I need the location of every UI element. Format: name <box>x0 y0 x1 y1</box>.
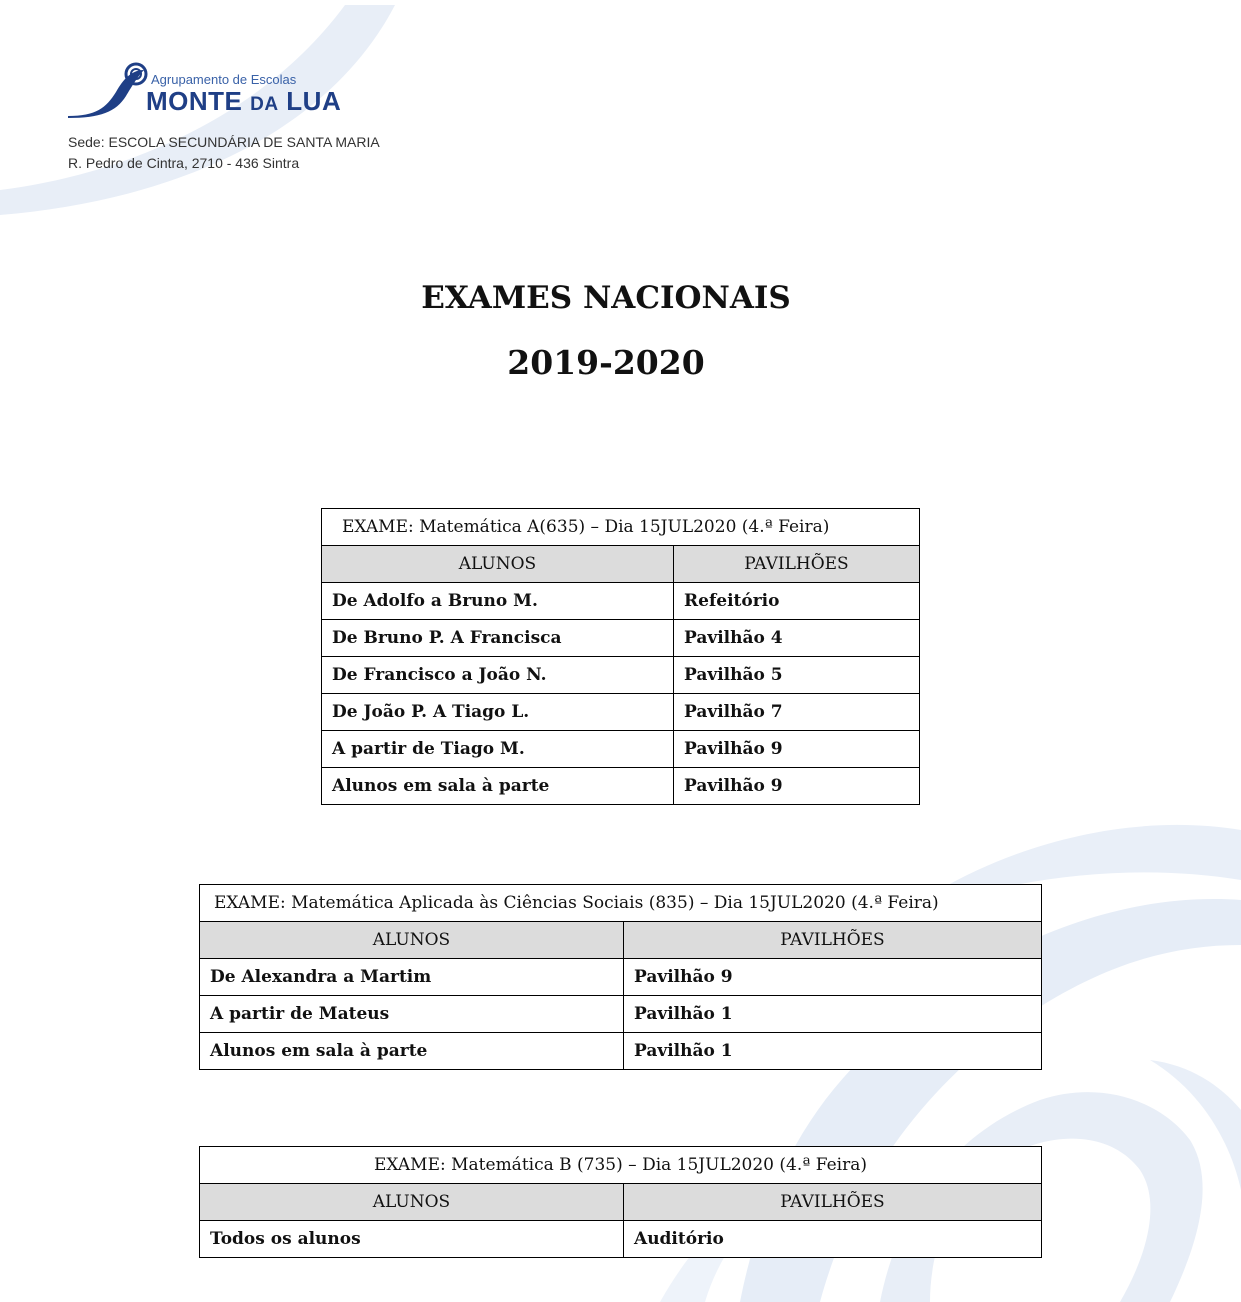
exam-table-matematica-a <box>321 508 920 805</box>
students-cell: Todos os alunos <box>200 1221 624 1258</box>
exam-table-matematica-b <box>199 1146 1042 1258</box>
logo-school-name <box>146 86 341 117</box>
column-header-row <box>200 922 1042 959</box>
exam-table-macs <box>199 884 1042 1070</box>
pavilion-cell: Pavilhão 9 <box>674 731 920 768</box>
logo-name-part-2: DA <box>250 94 279 115</box>
column-header-students: ALUNOS <box>200 1184 624 1221</box>
students-cell: De Francisco a João N. <box>322 657 674 694</box>
table-row <box>322 768 920 805</box>
exam-heading-row <box>200 885 1042 922</box>
pavilion-cell: Refeitório <box>674 583 920 620</box>
pavilion-cell: Pavilhão 7 <box>674 694 920 731</box>
students-cell: Alunos em sala à parte <box>200 1033 624 1070</box>
pavilion-cell: Pavilhão 1 <box>624 996 1042 1033</box>
pavilion-cell: Auditório <box>624 1221 1042 1258</box>
pavilion-cell: Pavilhão 9 <box>624 959 1042 996</box>
table-row <box>322 694 920 731</box>
address-line-1: Sede: ESCOLA SECUNDÁRIA DE SANTA MARIA <box>68 134 380 150</box>
logo-name-part-1: MONTE <box>146 86 251 116</box>
logo-name-part-3: LUA <box>278 86 342 116</box>
exam-heading: EXAME: Matemática B (735) – Dia 15JUL2020 (4.ª Feira) <box>200 1147 1042 1184</box>
logo-subtitle: Agrupamento de Escolas <box>151 72 297 87</box>
pavilion-cell: Pavilhão 9 <box>674 768 920 805</box>
exam-heading-row <box>322 509 920 546</box>
students-cell: De João P. A Tiago L. <box>322 694 674 731</box>
students-cell: Alunos em sala à parte <box>322 768 674 805</box>
column-header-pavilions: PAVILHÕES <box>674 546 920 583</box>
exam-heading-row <box>200 1147 1042 1184</box>
table-row <box>322 731 920 768</box>
column-header-pavilions: PAVILHÕES <box>624 922 1042 959</box>
students-cell: A partir de Mateus <box>200 996 624 1033</box>
column-header-students: ALUNOS <box>200 922 624 959</box>
pavilion-cell: Pavilhão 4 <box>674 620 920 657</box>
table-row <box>200 1033 1042 1070</box>
exam-heading: EXAME: Matemática A(635) – Dia 15JUL2020 (4.ª Feira) <box>322 509 920 546</box>
students-cell: De Bruno P. A Francisca <box>322 620 674 657</box>
letterhead <box>66 62 426 180</box>
table-row <box>200 996 1042 1033</box>
students-cell: De Adolfo a Bruno M. <box>322 583 674 620</box>
students-cell: A partir de Tiago M. <box>322 731 674 768</box>
column-header-students: ALUNOS <box>322 546 674 583</box>
students-cell: De Alexandra a Martim <box>200 959 624 996</box>
page-title: EXAMES NACIONAIS <box>421 280 791 316</box>
table-row <box>322 657 920 694</box>
table-row <box>322 620 920 657</box>
table-row <box>200 959 1042 996</box>
column-header-pavilions: PAVILHÕES <box>624 1184 1042 1221</box>
school-year: 2019-2020 <box>507 343 705 382</box>
pavilion-cell: Pavilhão 1 <box>624 1033 1042 1070</box>
table-row <box>200 1221 1042 1258</box>
exam-heading: EXAME: Matemática Aplicada às Ciências Sociais (835) – Dia 15JUL2020 (4.ª Feira) <box>200 885 1042 922</box>
column-header-row <box>200 1184 1042 1221</box>
column-header-row <box>322 546 920 583</box>
address-line-2: R. Pedro de Cintra, 2710 - 436 Sintra <box>68 155 300 171</box>
pavilion-cell: Pavilhão 5 <box>674 657 920 694</box>
table-row <box>322 583 920 620</box>
